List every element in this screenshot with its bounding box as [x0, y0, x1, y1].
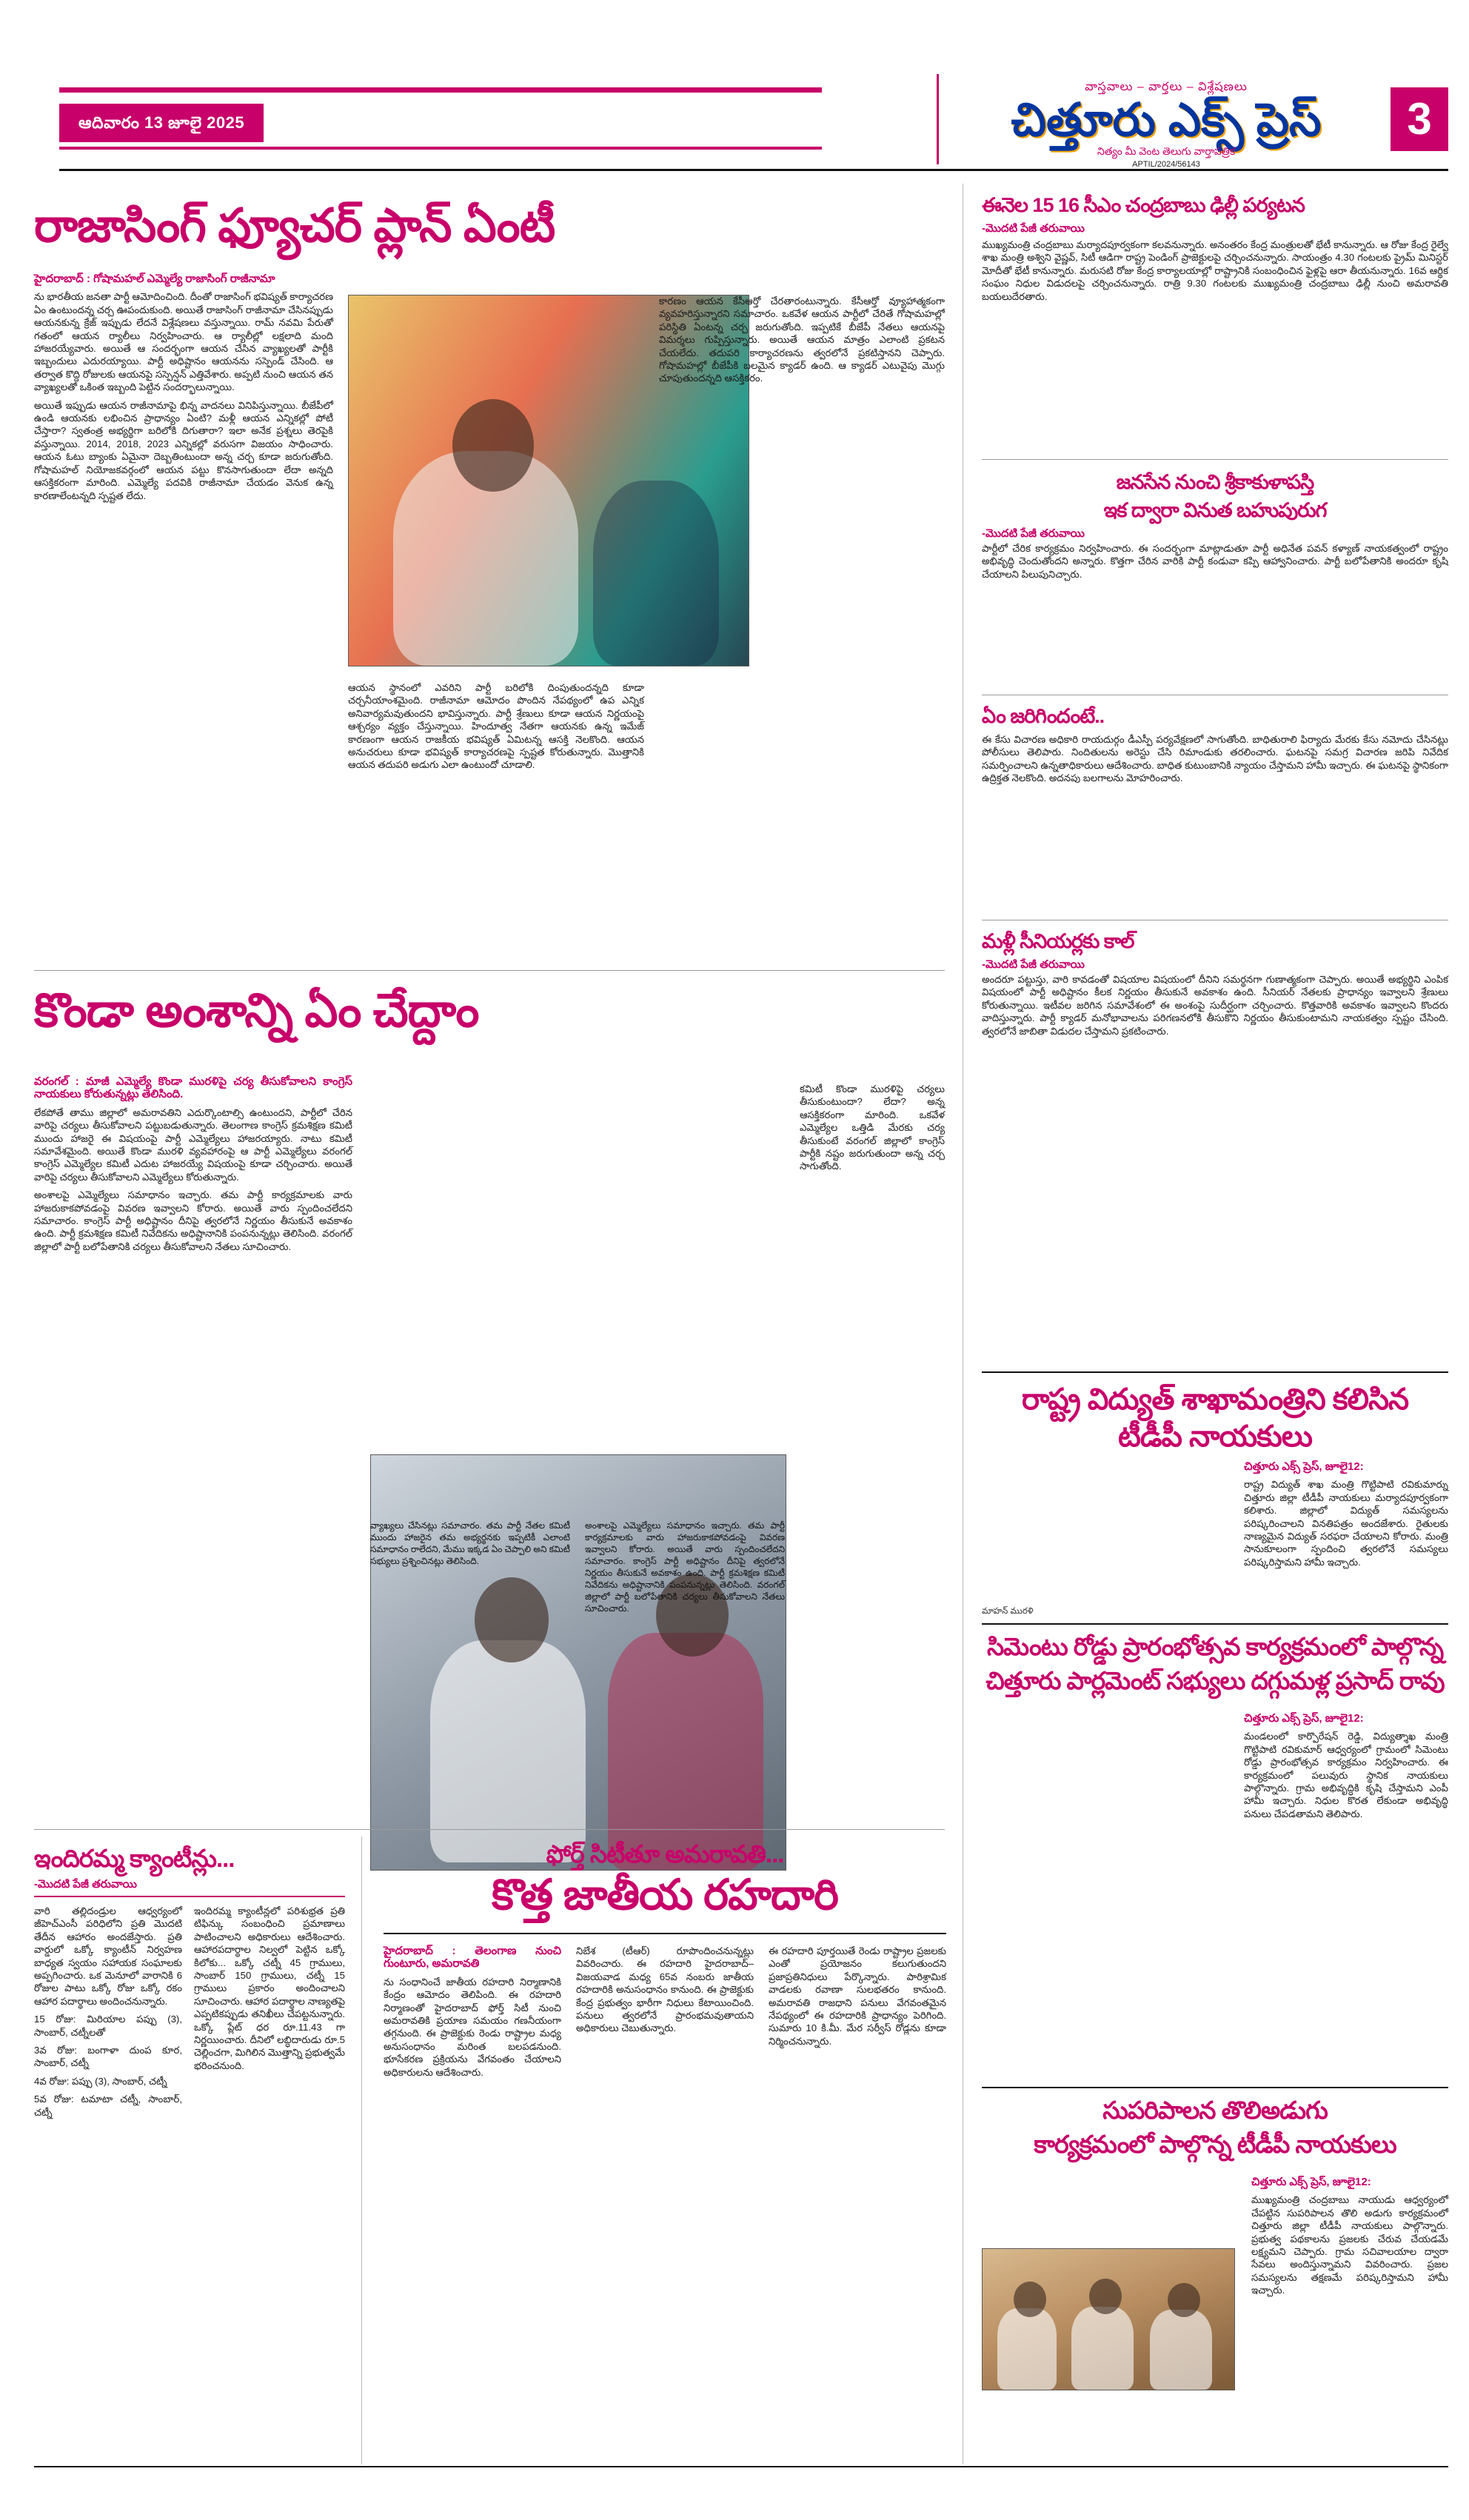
third-headline-rule: [384, 1933, 946, 1934]
right-story7-headline-line1: సుపరిపాలన తొలిఅడుగు: [1102, 2096, 1328, 2124]
fourth-list-3: 5వ రోజు: టమాటా చట్నీ, సాంబార్, చట్నీ: [34, 2093, 182, 2118]
third-story-column-1: [384, 1945, 561, 2084]
second-story-bottom-rule: [34, 1829, 945, 1830]
masthead-divider: [937, 74, 939, 164]
right-story1-text: [982, 238, 1448, 308]
right-story4-body: అందరూ పట్టుస్తు, వారి కావడంతో విషయాల విషయంలో దీనిని సమర్థనగా గుణాత్మకంగా చెప్పారు. అయితే అభ్యర్థిని ఎంపిక విషయంలో పార్టీ అధిష్టానం కీలక నిర్ణయం తీసుకునే అవకాశం ఉంది. సీనియర్ నేతలకు ప్రాధాన్యం ఇవ్వాలని శ్రేణులు కోరుతున్నాయి. ఇటీవల జరిగిన సమావేశంలో ఈ అంశంపై సుదీర్ఘంగా చర్చించారు. కొత్తవారికి అవకాశం ఇవ్వాలని కొందరు వాదిస్తున్నారు. పార్టీ క్యాడర్ మనోభావాలను పరిగణనలోకి తీసుకొని నిర్ణయం తీసుకుంటామని నాయకత్వం స్పష్టం చేసింది. త్వరలోనే జాబితా విడుదల చేస్తామని ప్రకటించారు.: [982, 974, 1448, 1037]
right-story1-headline: ఈనెల 15 16 సీఎం చంద్రబాబు ఢిల్లీ పర్యటన: [982, 194, 1305, 216]
fourth-subhead: -మెుదటి పేజీ తరువాయి: [34, 1878, 137, 1891]
lead-dateline: హైదరాబాద్ : గోషామహల్ ఎమ్మెల్యే రాజాసింగ్ రాజీనామా: [34, 273, 275, 285]
header-separator: [59, 169, 1448, 171]
logo-title: చిత్తూరు ఎక్స్ ప్రెస్: [1011, 95, 1322, 146]
right-story4-text: [982, 973, 1448, 1043]
newspaper-logo: [955, 80, 1377, 169]
second-dateline: వరంగల్ : మాజీ ఎమ్మెల్యే కొండా మురళిపై చర్య తీసుకోవాలని కాంగ్రెస్ నాయకులు కోరుతున్నట్లు తెలిసింది.: [34, 1075, 352, 1101]
right-rule-5: [982, 1623, 1448, 1625]
fourth-list-0: 15 రోజు: మిరియాల పప్పు (3), సాంబార్, చట్నీలతో: [34, 2013, 182, 2038]
right-story7-byline: చిత్తూరు ఎక్స్ ప్రెస్, జూలై12:: [1251, 2176, 1371, 2188]
lead-story-bottom-rule: [34, 970, 945, 971]
lead-col1-text: ను భారతీయ జనతా పార్టీ ఆమోదించింది. దీంతో రాజాసింగ్ భవిష్యత్ కార్యాచరణ ఏం ఉంటుందన్న చర్చ ఊపందుకుంది. అయితే రాజాసింగ్ రాజీనామా చేసినప్పుడు ఆయనకున్న క్రేజ్ ఇప్పుడు లేదనే విశ్లేషణలు వస్తున్నాయి. రామ్ నవమి పేరుతో గతంలో ఆయన ర్యాలీలు నిర్వహించారు. ఆ ర్యాలీల్లో లక్షలాది మంది హాజరయ్యేవారు. అయితే ఆ సందర్భంగా ఆయన చేసిన వ్యాఖ్యలతో పార్టీకి ఇబ్బందులు ఎదురయ్యాయి. పార్టీ అధిష్టానం ఆయనను సస్పెండ్ చేసింది. ఆ తర్వాత కొద్ది రోజులకు ఆయనపై సస్పెన్షన్ ఎత్తివేశారు. అప్పటి నుంచి ఆయన తన వ్యాఖ్యలతో ఒకింత ఇబ్బంది పెట్టిన సందర్భాలున్నాయి.: [34, 291, 333, 393]
third-story-column-2: [576, 1945, 754, 2040]
lead-story-column-1: [34, 273, 333, 507]
third-story-column-3: [769, 1945, 946, 2053]
third-col3-text: ఈ రహదారి పూర్తయితే రెండు రాష్ట్రాల ప్రజలకు ఎంతో ప్రయోజనం కలుగుతుందని ప్రజాప్రతినిధులు పేర్కొన్నారు. పారిశ్రామిక వాడలకు రవాణా సులభతరం కానుంది. అమరావతి రాజధాని పనులు వేగవంతమైన నేపథ్యంలో ఈ రహదారికి ప్రాధాన్యం పెరిగింది. సుమారు 10 కి.మీ. మేర సర్వీస్ రోడ్లను కూడా నిర్మించనున్నారు.: [769, 1945, 946, 2047]
masthead-rule-bottom: [59, 147, 822, 150]
right-story2-headline: జనసేన నుంచి శ్రీకాకుళాపస్తి: [1116, 471, 1314, 493]
third-col2-text: నిబేశ (టీఆర్) రూపొందించనున్నట్లు వివరించారు. ఈ రహదారి హైదరాబాద్–విజయవాడ మధ్య 65వ నంబరు జాతీయ రహదారికి అనుసంధానం కానుంది. ఈ ప్రాజెక్టుకు కేంద్ర ప్రభుత్వం భారీగా నిధులు కేటాయించింది. పనులు త్వరలోనే ప్రారంభమవుతాయని అధికారులు చెబుతున్నారు.: [576, 1945, 754, 2034]
fourth-headline: ఇందిరమ్మ క్యాంటీన్లు...: [34, 1845, 235, 1872]
second-story-caption-left: [370, 1511, 570, 1576]
fourth-story-column-1: [34, 1905, 182, 2124]
second-col2-text: అంశాలపై ఎమ్మెల్యేలు సమాధానం ఇచ్చారు. తమ పార్టీ కార్యక్రమాలకు వారు హాజరుకాకపోవడంపై వివరణ ఇవ్వాలని కోరారు. అయితే వారు స్పందించలేదని సమాచారం. కాంగ్రెస్ పార్టీ అధిష్టానం దీనిపై త్వరలోనే నిర్ణయం తీసుకునే అవకాశం ఉంది. పార్టీ క్రమశిక్షణ కమిటీ నివేదికను అధిష్టానానికి పంపనున్నట్లు తెలిసింది. వరంగల్ జిల్లాలో పార్టీ బలోపేతానికి చర్యలు తీసుకోవాలని నేతలు సూచించారు.: [34, 1189, 352, 1252]
right-story7-headline-line2: కార్యక్రమంలో పాల్గొన్న టీడీపీ నాయకులు: [1034, 2130, 1396, 2158]
third-headline: కొత్త జాతీయ రహదారి: [492, 1871, 838, 1919]
lead-col3-text: ఆయన స్థానంలో ఎవరిని పార్టీ బరిలోకి దింపుతుందన్నది కూడా చర్చనీయాంశమైంది. రాజీనామా ఆమోదం పొందిన నేపథ్యంలో ఉప ఎన్నిక అనివార్యమవుతుందని భావిస్తున్నారు. పార్టీ శ్రేణులు కూడా ఆయన నిర్ణయంపై ఆశ్చర్యం వ్యక్తం చేస్తున్నాయి. హిందూత్వ నేతగా ఆయనకు ఉన్న ఇమేజ్ కారణంగా ఆయన రాజకీయ భవిష్యత్ ఏమిటన్న ఆసక్తి నెలకొంది. ఆయన అనుచరులు కూడా భవిష్యత్ కార్యాచరణపై స్పష్టత కోరుతున్నారు. మొత్తానికి ఆయన తదుపరి అడుగు ఎలా ఉంటుందో చూడాలి.: [348, 682, 644, 771]
right-story5-body: రాష్ట్ర విద్యుత్ శాఖ మంత్రి గొట్టిపాటి రవికుమార్ను చిత్తూరు జిల్లా టీడీపీ నాయకులు మర్యాదపూర్వకంగా కలిశారు. జిల్లాలో విద్యుత్ సమస్యలను పరిష్కరించాలని వినతిపత్రం అందజేశారు. రైతులకు నాణ్యమైన విద్యుత్ సరఫరా చేయాలని కోరారు. మంత్రి సానుకూలంగా స్పందించి త్వరలోనే సమస్యలు పరిష్కరిస్తామని హామీ ఇచ్చారు.: [1244, 1479, 1448, 1568]
right-story5-text: [1244, 1460, 1448, 1574]
right-story3-text: [982, 733, 1448, 790]
right-story3-headline: ఏం జరిగిందంటే..: [982, 705, 1105, 727]
logo-tagline-top: వాస్తవాలు – వార్తలు – విశ్లేషణలు: [1085, 81, 1248, 93]
right-story2-subhead: -మెుదటి పేజీ తరువాయి: [982, 527, 1085, 540]
right-story2-body: పార్టీలో చేరిక కార్యక్రమం నిర్వహించారు. ఈ సందర్భంగా మాట్లాడుతూ పార్టీ అధినేత పవన్ కళ్యాణ్ నాయకత్వంలో రాష్ట్రం అభివృద్ధి చెందుతోందని అన్నారు. కొత్తగా చేరిన వారికి పార్టీ కండువా కప్పి ఆహ్వానించారు. పార్టీ బలోపేతానికి అందరూ కృషి చేయాలని పిలుపునిచ్చారు.: [982, 543, 1448, 580]
right-story3-body: ఈ కేసు విచారణ అధికారి రాయదుర్గం డీఎస్పీ పర్యవేక్షణలో సాగుతోంది. బాధితురాలి ఫిర్యాదు మేరకు కేసు నమోదు చేసినట్లు పోలీసులు తెలిపారు. నిందితులను అరెస్టు చేసి రిమాండుకు తరలించారు. ఘటనపై సమగ్ర విచారణ జరిపి నివేదిక సమర్పించాలని ఉన్నతాధికారులు ఆదేశించారు. బాధిత కుటుంబానికి న్యాయం చేస్తామని హామీ ఇచ్చారు. ఈ ఘటనపై స్థానికంగా ఉద్రిక్తత నెలకొంది. అదనపు బలగాలను మోహరించారు.: [982, 734, 1448, 784]
right-story7-text: [1251, 2176, 1448, 2302]
second-caption-left-text: వ్యాఖ్యలు చేసినట్లు సమాచారం. తమ పార్టీ నేతల కమిటీ ముందు హాజరైన తమ అభ్యర్థనకు ఇప్పటికీ ఎలాంటి సమాధానం రాలేదని, మేము ఇక్కడ ఏం చెప్పాలి అని కమిటీ సభ్యులు ప్రశ్నించినట్లు తెలిసింది.: [370, 1520, 570, 1566]
third-dateline: హైదరాబాద్ : తెలంగాణ నుంచి గుంటూరు, అమరావతి: [384, 1945, 561, 1971]
second-story-column-2: [800, 1083, 945, 1178]
right-rule-1: [982, 459, 1448, 460]
masthead: [0, 0, 1469, 170]
date-badge: ఆదివారం 13 జూలై 2025: [59, 104, 264, 142]
second-story-caption-right: [585, 1511, 785, 1623]
masthead-rule-top: [59, 87, 822, 93]
lead-story-column-2: [348, 681, 644, 777]
right-story7-body: ముఖ్యమంత్రి చంద్రబాబు నాయుడు ఆధ్వర్యంలో చేపట్టిన సుపరిపాలన తొలి అడుగు కార్యక్రమంలో చిత్తూరు జిల్లా టీడీపీ నాయకులు పాల్గొన్నారు. ప్రభుత్వ పథకాలను ప్రజలకు చేరువ చేయడమే లక్ష్యమని చెప్పారు. గ్రామ సచివాలయాల ద్వారా సేవలు అందిస్తున్నామని వివరించారు. ప్రజల సమస్యలను తక్షణమే పరిష్కరిస్తామని హామీ ఇచ్చారు.: [1251, 2194, 1448, 2296]
lead-col4-text: కారణం ఆయన కేసీఆర్తో చేరతారంటున్నారు. కేసీఆర్తో వ్యూహాత్మకంగా వ్యవహరిస్తున్నారని సమాచారం. ఒకవేళ ఆయన పార్టీలో చేరితే గోషామహల్లో పరిస్థితి ఏంటన్న చర్చ జరుగుతోంది. ఇప్పటికే బీజేపీ నేతలు ఆయనపై విమర్శలు గుప్పిస్తున్నారు. అయితే ఆయన మాత్రం ఎలాంటి ప్రకటన చేయలేదు. తదుపరి కార్యాచరణను త్వరలోనే ప్రకటిస్తానని చెప్పారు. గోషామహల్లో బీజేపీకి బలమైన క్యాడర్ ఉంది. ఆ క్యాడర్ ఎటువైపు మొగ్గు చూపుతుందన్నది ఆసక్తికరం.: [659, 295, 945, 384]
fourth-list-1: 3వ రోజు: బంగాళా దుంప కూర, సాంబార్, చట్నీ: [34, 2045, 182, 2069]
right-story5-byline: చిత్తూరు ఎక్స్ ప్రెస్, జూలై12:: [1244, 1460, 1364, 1473]
second-story-column-1: [34, 1075, 352, 1258]
right-rule-6: [982, 2087, 1448, 2088]
right-story5-photo: [982, 2248, 1235, 2390]
right-story6-byline: చిత్తూరు ఎక్స్ ప్రెస్, జూలై12:: [1244, 1712, 1364, 1725]
fourth-col2-text: ఇందిరమ్మ క్యాంటీన్లలో పరిశుభ్రత ప్రతి టిఫిన్కు సంబంధించి ప్రమాణాలు పాటించాలని అధికారులు ఆదేశించారు. ఆహారపదార్థాల నిల్వలో పెట్టిన ఒక్కో కిలోకు... ఒక్కో చట్నీ 45 గ్రాములు, సాంబార్ 150 గ్రాములు, చట్నీ 15 గ్రాములు ప్రకారం అందించాలని సూచించారు. ఆహార పదార్థాల నాణ్యతపై ఎప్పటికప్పుడు తనిఖీలు చేపట్టనున్నారు. ఒక్కో ప్లేట్ ధర రూ.11.43 గా నిర్ణయించారు. దీనిలో లబ్ధిదారుడు రూ.5 చెల్లించగా, మిగిలిన మెుత్తాన్ని ప్రభుత్వమే భరించనుంది.: [194, 1905, 345, 2071]
right-story2-text: [982, 542, 1448, 586]
right-story4-headline: మళ్లీ సీనియర్లకు కాల్: [982, 930, 1134, 952]
second-caption-right-text: అంశాలపై ఎమ్మెల్యేలు సమాధానం ఇచ్చారు. తమ పార్టీ కార్యక్రమాలకు వారు హాజరుకాకపోవడంపై వివరణ ఇవ్వాలని కోరారు. అయితే వారు స్పందించలేదని సమాచారం. కాంగ్రెస్ పార్టీ అధిష్టానం దీనిపై త్వరలోనే నిర్ణయం తీసుకునే అవకాశం ఉంది. పార్టీ క్రమశిక్షణ కమిటీ నివేదికను అధిష్టానానికి పంపనున్నట్లు తెలిసింది. వరంగల్ జిల్లాలో పార్టీ బలోపేతానికి చర్యలు తీసుకోవాలని నేతలు సూచించారు.: [585, 1520, 785, 1614]
page-bottom-rule: [34, 2466, 1448, 2467]
logo-tagline-bottom: నిత్యం మీ వెంట తెలుగు వార్తాపత్రిక: [1097, 145, 1236, 157]
fourth-col1-text: వారి తల్లిదండ్రుల ఆధ్వర్యంలో జీహెచ్ఎంసీ పరిధిలోని ప్రతి మెుదటి తేదీన ఆహారం అందజేస్తారు. ప్రతి వార్డులో ఒక్కో క్యాంటీన్ నిర్వహణ బాధ్యత స్వయం సహాయక సంఘాలకు అప్పగించారు. ఒక మెనూలో వారానికి 6 రోజుల పాటు ఒక్కో రోజు ఒక్కో రకం ఆహార పదార్థాలు అందించనున్నారు.: [34, 1905, 182, 2007]
right-story6-text: [1244, 1712, 1448, 1825]
lead-story-column-3: [659, 295, 945, 390]
second-col1-text: లేకపోతే తాము జిల్లాలో అమరావతిని ఎదుర్కొంటాల్సి ఉంటుందని, పార్టీలో చేరిన వారిపై చర్యలు తీసుకోవాలని పట్టుబడుతున్నారు. తెలంగాణ కాంగ్రెస్ క్రమశిక్షణ కమిటీ ముందు హాజరై ఈ విషయంపై పార్టీ ఎమ్మెల్యేలు హాజరయ్యారు. నాటు కమిటీ సమావేశమైంది. అయితే కొండా మురళి వ్యవహారంపై ఆ పార్టీ ఎమ్మెల్యేలు వరంగల్ కాంగ్రెస్ ఎమ్మెల్యేల కమిటీ ఎదుట హాజరయ్యే విషయంపై కూడా చర్చించారు. అయితే వారిపై చర్యలు తీసుకోవాలని ఎమ్మెల్యేలు కోరుతున్నారు.: [34, 1106, 352, 1183]
right-story5-headline-line1: రాష్ట్ర విద్యుత్ శాఖామంత్రిని కలిసిన: [1021, 1383, 1409, 1416]
fourth-headline-rule: [34, 1896, 345, 1897]
logo-registration-number: APTIL/2024/56143: [1132, 160, 1200, 169]
right-rule-4: [982, 1371, 1448, 1373]
lead-headline: రాజాసింగ్ ఫ్యూచర్ ప్లాన్ ఏంటీ: [34, 200, 555, 252]
right-story5-credit: మాహన్ మురళి: [982, 1606, 1034, 1616]
second-headline: కొండా అంశాన్ని ఏం చేద్దాం: [34, 985, 479, 1037]
page-number: 3: [1391, 87, 1448, 151]
right-story5-headline-line2: టీడీపీ నాయకులు: [1118, 1420, 1312, 1453]
lead-col2-text: అయితే ఇప్పుడు ఆయన రాజీనామాపై భిన్న వాదనలు వినిపిస్తున్నాయి. బీజేపీలో ఉండి ఆయనకు లభించిన ప్రాధాన్యం ఏంటి? మళ్లీ ఆయన ఎన్నికల్లో పోటీ చేస్తారా? స్వతంత్ర అభ్యర్థిగా బరిలోకి దిగుతారా? ఇలా అనేక ప్రశ్నలు తెరపైకి వస్తున్నాయి. 2014, 2018, 2023 ఎన్నికల్లో వరుసగా విజయం సాధించారు. ఆయన ఓటు బ్యాంకు ఏమైనా దెబ్బతింటుందా అన్న చర్చ కూడా జరుగుతోంది. గోషామహల్ నియోజకవర్గంలో ఆయన పట్టు కొనసాగుతుందా లేదా అన్నది ఆసక్తికరంగా మారింది. ఎమ్మెల్యే పదవికి రాజీనామా చేయడం వెనుక ఉన్న కారణాలేంటన్నది స్పష్టత లేదు.: [34, 399, 333, 501]
right-story6-headline-line1: సిమెంటు రోడ్డు ప్రారంభోత్సవ కార్యక్రమంలో పాల్గొన్న: [987, 1633, 1443, 1660]
right-story1-body: ముఖ్యమంత్రి చంద్రబాబు మర్యాదపూర్వకంగా కలవనున్నారు. అనంతరం కేంద్ర మంత్రులతో భేటీ కానున్నారు. ఆ రోజు కేంద్ర రైల్వే శాఖ మంత్రి అశ్విని వైష్ణవ్, సిటీ ఆడిగా రాష్ట్ర పెండింగ్ ప్రాజెక్టులపై చర్చించనున్నారు. సాయంత్రం 4.30 గంటలకు ప్రైమ్ మినిస్టర్ మోదీతో భేటీ కానున్నారు. మరుసటి రోజు కేంద్ర కార్యాలయాల్లో రాష్ట్రానికి సంబంధించిన ఫైళ్లపై ఆరా తీయనున్నారు. 16వ ఆర్థిక సంఘం నిధుల విడుదలపై చర్చించనున్నారు. రాత్రి 9.30 గంటలకు ముఖ్యమంత్రి చంద్రబాబు ఢిల్లీ నుంచి అమరావతి బయలుదేరతారు.: [982, 239, 1448, 302]
column-divider-bottom-left: [361, 1836, 362, 2464]
third-headline-kicker: ఫోర్త్ సిటీతూ అమరావతి...: [546, 1840, 784, 1868]
right-story6-headline-line2: చిత్తూరు పార్లమెంట్ సభ్యులు దగ్గుమళ్ల ప్రసాద్ రావు: [986, 1667, 1445, 1694]
right-story4-subhead: -మెుదటి పేజీ తరువాయి: [982, 958, 1085, 971]
fourth-list-2: 4వ రోజు: పప్పు (3), సాంబార్, చట్నీ: [34, 2075, 167, 2087]
right-story6-body: మండలంలో కార్పొరేషన్ రెడ్డి, విద్యుత్శాఖ మంత్రి గొట్టిపాటి రవికుమార్ ఆధ్వర్యంలో గ్రామంలో సిమెంటు రోడ్డు ప్రారంభోత్సవ కార్యక్రమం నిర్వహించారు. ఈ కార్యక్రమంలో పలువురు స్థానిక నాయకులు పాల్గొన్నారు. గ్రామ అభివృద్ధికి కృషి చేస్తామని ఎంపీ హామీ ఇచ్చారు. నిధుల కొరత లేకుండా అభివృద్ధి పనులు చేపడతామని తెలిపారు.: [1244, 1731, 1448, 1819]
right-story1-subhead: -మెుదటి పేజీ తరువాయి: [982, 222, 1085, 235]
second-caption-mid: కమిటీ కొండా మురళిపై చర్యలు తీసుకుంటుందా? లేదా? అన్న ఆసక్తికరంగా మారింది. ఒకవేళ ఎమ్మెల్యేల ఒత్తిడి మేరకు చర్య తీసుకుంటే వరంగల్ జిల్లాలో కాంగ్రెస్ పార్టీకి నష్టం జరుగుతుందా అన్న చర్చ సాగుతోంది.: [800, 1083, 945, 1172]
fourth-story-column-2: [194, 1905, 345, 2077]
third-col1-text: ను సంధానించే జాతీయ రహదారి నిర్మాణానికి కేంద్రం ఆమోదం తెలిపింది. ఈ రహదారి నిర్మాణంతో హైదరాబాద్ ఫోర్త్ సిటీ నుంచి అమరావతికి ప్రయాణ సమయం గణనీయంగా తగ్గనుంది. ఈ ప్రాజెక్టుకు రెండు రాష్ట్రాల మధ్య అనుసంధానం మరింత బలపడనుంది. భూసేకరణ ప్రక్రియను వేగవంతం చేయాలని అధికారులను ఆదేశించారు.: [384, 1976, 561, 2078]
right-story2-headline-2: ఇక ద్వారా వినుత బహుపురుగ: [1103, 499, 1327, 521]
